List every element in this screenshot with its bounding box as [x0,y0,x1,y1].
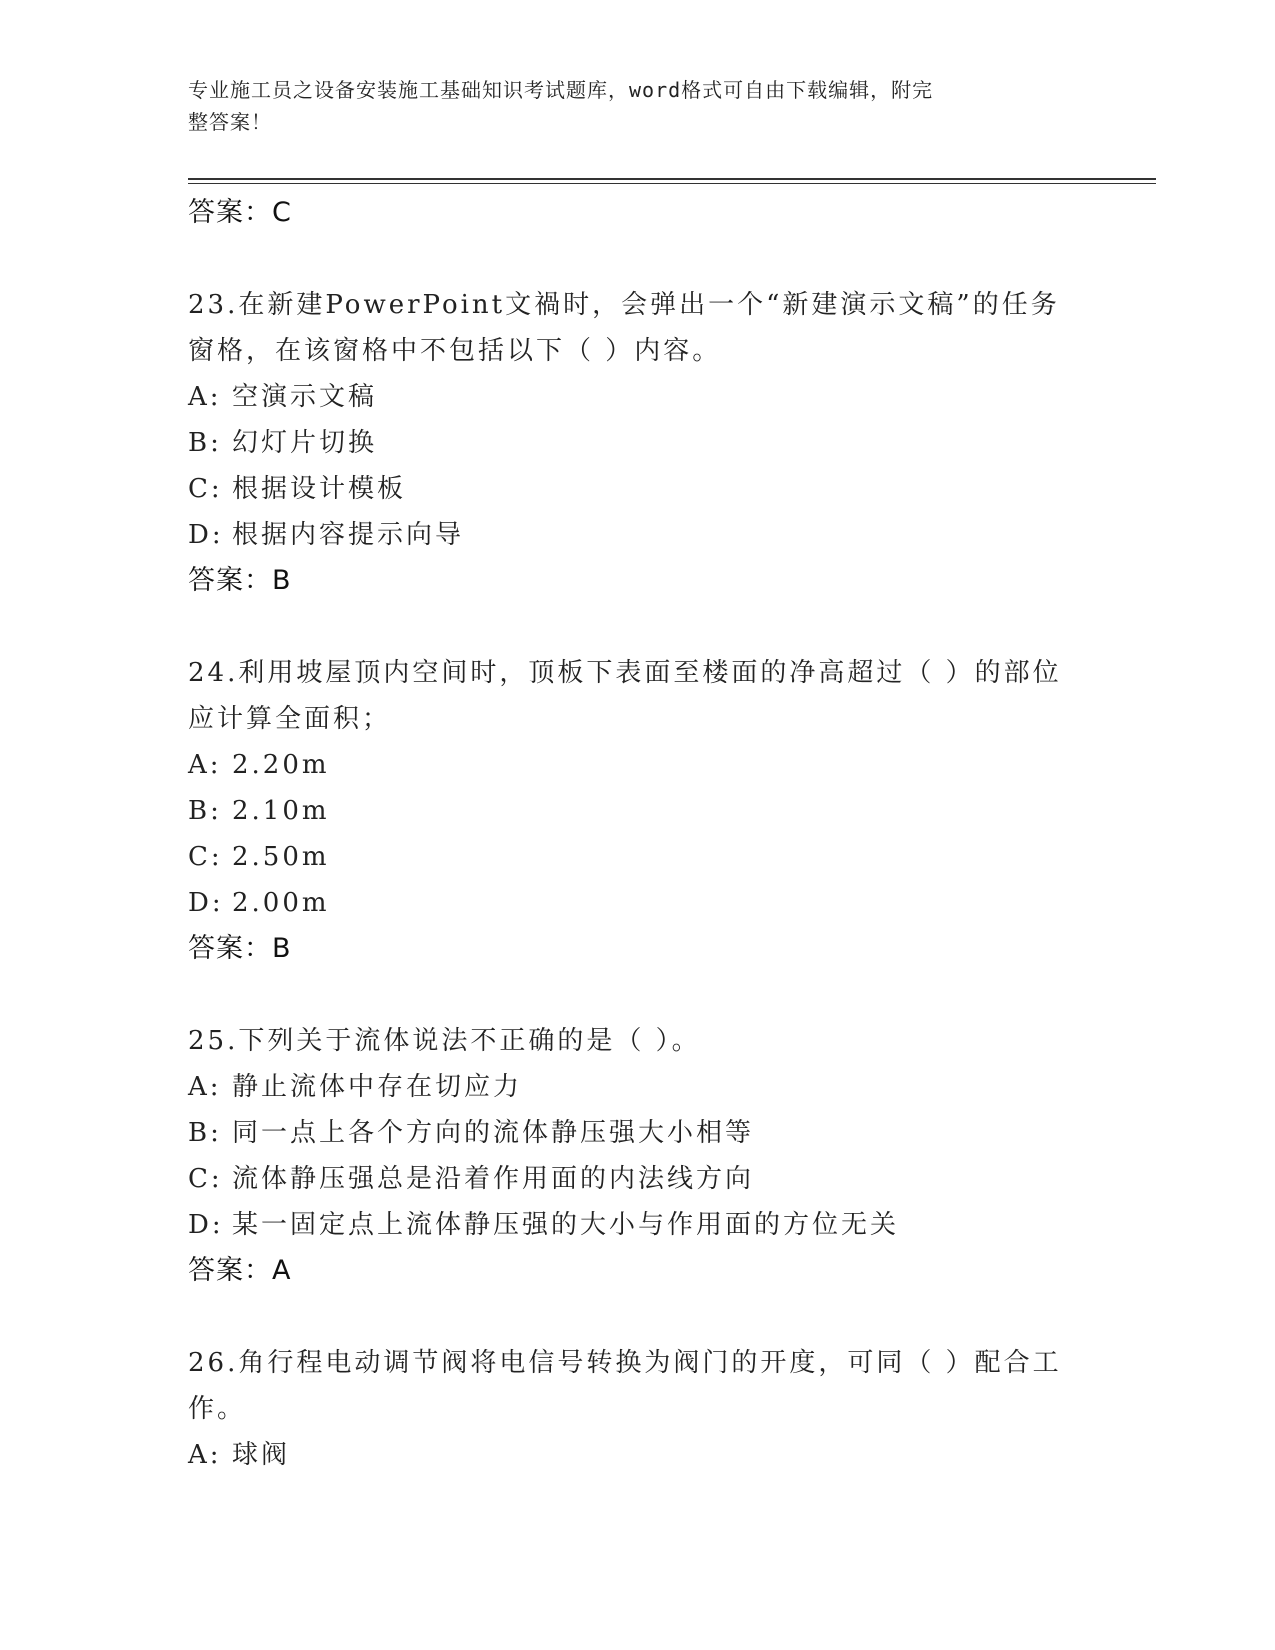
option-text: 2.50m [232,842,330,872]
question-text-line: 24.利用坡屋顶内空间时，顶板下表面至楼面的净高超过（ ）的部位 [188,658,1062,688]
option-text: 静止流体中存在切应力 [232,1072,523,1102]
option-letter: D: [188,520,224,550]
option-d [188,1202,1088,1248]
option-text: 流体静压强总是沿着作用面的内法线方向 [232,1164,755,1194]
document-header [188,74,1068,138]
question-text-line: 应计算全面积； [188,704,392,734]
answer-line: 答案：C [188,197,292,228]
option-letter: D: [188,888,224,918]
header-divider-thin [188,183,1156,184]
question-23 [188,282,1088,604]
option-letter: B: [188,796,222,826]
question-24 [188,650,1088,972]
question-text-line: 26.角行程电动调节阀将电信号转换为阀门的开度，可同（ ）配合工 [188,1348,1062,1378]
option-letter: C: [188,1164,223,1194]
question-text-line: 25.下列关于流体说法不正确的是（ ）。 [188,1026,701,1056]
option-text: 根据设计模板 [232,474,407,504]
option-letter: A: [188,750,222,780]
question-text-line: 窗格，在该窗格中不包括以下（ ）内容。 [188,336,722,366]
option-a [188,1432,1088,1478]
question-text [188,650,1088,742]
answer-line: 答案：A [188,1255,292,1286]
header-line-2: 整答案！ [188,110,272,134]
question-text-line: 作。 [188,1394,247,1424]
option-text: 球阀 [232,1440,291,1470]
option-a [188,374,1088,420]
header-line-1: 专业施工员之设备安装施工基础知识考试题库，word格式可自由下载编辑，附完 [188,78,934,102]
question-text [188,1340,1088,1432]
option-letter: A: [188,1072,222,1102]
option-d [188,512,1088,558]
header-divider-thick [188,178,1156,180]
answer-line: 答案：B [188,565,292,596]
option-text: 2.20m [232,750,330,780]
option-b [188,1110,1088,1156]
option-text: 根据内容提示向导 [232,520,465,550]
answer-line: 答案：B [188,933,292,964]
option-letter: B: [188,1118,222,1148]
option-c [188,834,1088,880]
option-letter: C: [188,842,223,872]
option-letter: A: [188,1440,222,1470]
option-letter: B: [188,428,222,458]
option-c [188,1156,1088,1202]
option-text: 同一点上各个方向的流体静压强大小相等 [232,1118,755,1148]
option-letter: A: [188,382,222,412]
question-26 [188,1340,1088,1478]
option-text: 空演示文稿 [232,382,378,412]
question-text [188,1018,1088,1064]
option-text: 2.00m [232,888,330,918]
question-25 [188,1018,1088,1294]
question-text-line: 23.在新建PowerPoint文禍时，会弹出一个“新建演示文稿”的任务 [188,290,1060,320]
option-a [188,742,1088,788]
option-d [188,880,1088,926]
option-letter: C: [188,474,223,504]
option-c [188,466,1088,512]
option-text: 某一固定点上流体静压强的大小与作用面的方位无关 [232,1210,900,1240]
option-letter: D: [188,1210,224,1240]
option-text: 2.10m [232,796,330,826]
question-list [188,190,1088,1524]
option-b [188,420,1088,466]
option-b [188,788,1088,834]
option-text: 幻灯片切换 [232,428,378,458]
question-text [188,282,1088,374]
option-a [188,1064,1088,1110]
